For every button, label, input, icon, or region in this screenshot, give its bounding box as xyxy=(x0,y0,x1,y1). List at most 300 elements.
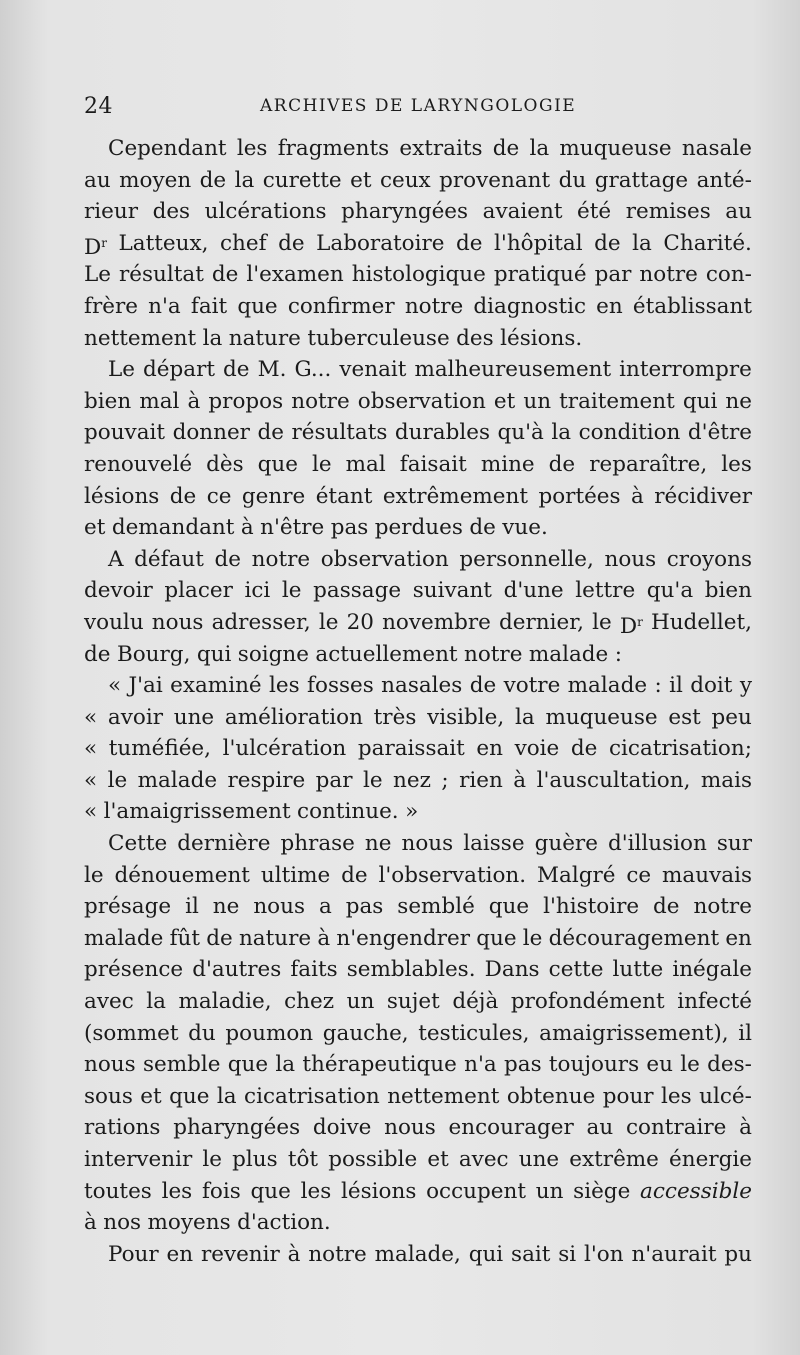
word: mais xyxy=(700,767,752,793)
word: actuellement xyxy=(315,641,458,667)
word: cicatrisation xyxy=(244,1083,380,1109)
word: la xyxy=(234,167,255,193)
word: occupent xyxy=(426,1178,526,1204)
text-line xyxy=(84,481,752,513)
word: doive xyxy=(312,1115,372,1141)
word: d'autres xyxy=(192,957,282,983)
word: lésions xyxy=(341,1178,417,1204)
word: les xyxy=(300,1178,332,1204)
word: ce xyxy=(206,483,232,509)
word: moyen xyxy=(119,167,192,193)
word: malade, xyxy=(374,1241,461,1267)
word: tôt xyxy=(287,1147,319,1172)
word: sujet xyxy=(386,989,440,1015)
word: n'engendrer xyxy=(336,925,471,951)
word: nasale xyxy=(681,136,752,161)
word: résultats xyxy=(291,420,388,446)
text-line xyxy=(84,891,752,923)
word: observation xyxy=(357,388,486,414)
text-line xyxy=(84,923,752,955)
word: nez xyxy=(393,767,431,793)
word: et xyxy=(493,388,516,414)
text-line xyxy=(84,133,752,165)
text-line xyxy=(84,1176,752,1208)
word: le xyxy=(522,925,543,951)
word: notre xyxy=(291,388,350,414)
word: de xyxy=(211,262,239,288)
word: la xyxy=(202,325,223,351)
word: suivant xyxy=(412,578,492,604)
word: genre xyxy=(241,483,306,509)
word: diagnostic xyxy=(473,293,587,319)
word: que xyxy=(476,925,517,951)
word: présence xyxy=(84,957,184,983)
word: G... xyxy=(294,357,332,383)
word: présage xyxy=(84,894,172,920)
word: infecté xyxy=(677,989,752,1015)
word: est xyxy=(668,704,701,730)
word: ne xyxy=(212,894,240,920)
word: observation xyxy=(320,546,449,572)
word: le xyxy=(202,1147,222,1172)
word: grattage xyxy=(594,167,689,193)
word: Charité. xyxy=(663,230,752,256)
word: de xyxy=(456,230,483,256)
word: n'a xyxy=(148,293,181,319)
word: voulu xyxy=(84,609,144,635)
word: histologique xyxy=(351,262,486,288)
word: ne xyxy=(364,831,392,857)
word: maladie, xyxy=(178,989,272,1015)
text-line xyxy=(84,417,752,449)
word: il xyxy=(738,1020,752,1046)
word: ulcérations xyxy=(204,199,327,225)
word: en xyxy=(725,925,752,951)
word: $D^r$ xyxy=(84,234,107,260)
word: départ xyxy=(143,357,216,383)
word: nettement xyxy=(387,1083,500,1109)
word: notre xyxy=(464,641,523,667)
word: en xyxy=(166,1241,194,1267)
text-line xyxy=(84,639,752,671)
word: dénouement xyxy=(114,862,250,888)
word: (sommet xyxy=(84,1020,179,1046)
word: fois xyxy=(201,1178,241,1204)
word: portées xyxy=(538,483,621,509)
word: adresser, xyxy=(211,609,311,635)
word: mal xyxy=(345,451,386,477)
word: récidiver xyxy=(654,483,752,509)
word: croyons xyxy=(666,546,752,572)
word: malade xyxy=(528,641,609,667)
word: ce xyxy=(626,862,652,888)
word: nous xyxy=(84,1052,136,1078)
word: doit xyxy=(690,673,733,699)
word: Laboratoire xyxy=(316,230,445,256)
word: fût xyxy=(169,925,201,951)
text-line xyxy=(84,1018,752,1050)
word: que xyxy=(169,1083,210,1109)
word: traitement xyxy=(559,388,675,414)
word: lettre xyxy=(575,578,636,604)
word: le xyxy=(592,609,612,635)
word: la xyxy=(632,230,652,256)
word: que xyxy=(227,1052,269,1078)
text-line xyxy=(84,765,752,797)
word: continue. xyxy=(297,799,399,825)
word: semblé xyxy=(397,894,475,920)
word: Bourg, xyxy=(116,641,191,667)
word: n'aurait xyxy=(631,1241,717,1267)
word: ceux xyxy=(379,167,431,193)
text-line xyxy=(84,860,752,892)
word: du xyxy=(558,167,587,193)
word: il xyxy=(669,673,683,699)
word: accessible xyxy=(640,1178,752,1204)
word: Cependant xyxy=(108,136,227,161)
word: toutes xyxy=(84,1178,152,1204)
word: tuméfiée, xyxy=(108,736,211,762)
word: et xyxy=(140,1083,162,1109)
word: Malgré xyxy=(537,862,616,888)
word: inégale xyxy=(672,957,752,983)
word: qui xyxy=(196,641,232,667)
word: pharyngées xyxy=(341,199,469,225)
word: notre xyxy=(251,546,311,572)
word: établissant xyxy=(632,293,752,319)
word: la xyxy=(216,1083,237,1109)
word: chef xyxy=(219,230,267,256)
word: un xyxy=(523,388,552,414)
word: personnelle, xyxy=(459,546,594,572)
word: mal xyxy=(139,388,180,414)
word: la xyxy=(275,1052,296,1078)
word: « xyxy=(84,704,98,730)
word: malade xyxy=(84,925,164,951)
word: : xyxy=(654,673,662,699)
word: étant xyxy=(315,483,373,509)
word: ; xyxy=(441,767,449,793)
text-line xyxy=(84,259,752,291)
word: rieur xyxy=(84,199,139,225)
word: » xyxy=(405,799,419,825)
text-line xyxy=(84,733,752,765)
word: nous xyxy=(384,1115,436,1141)
word: la xyxy=(529,136,550,161)
word: pratiqué xyxy=(493,262,587,288)
text-line xyxy=(84,575,752,607)
word: Le xyxy=(84,262,112,288)
word: notre xyxy=(639,262,698,288)
word: fosses xyxy=(307,673,374,699)
word: contraire xyxy=(625,1115,727,1141)
word: perdues xyxy=(374,515,463,541)
word: que xyxy=(237,293,278,319)
text-line xyxy=(84,544,752,576)
word: Dans xyxy=(484,957,540,983)
word: siège xyxy=(573,1178,631,1204)
word: malheureusement xyxy=(414,357,612,383)
word: d'être xyxy=(687,420,752,446)
word: l'on xyxy=(584,1241,624,1267)
word: rien xyxy=(459,767,503,793)
word: profondément xyxy=(510,989,665,1015)
word: des xyxy=(456,325,494,351)
word: devoir xyxy=(84,578,153,604)
word: de xyxy=(594,230,621,256)
word: reparaître, xyxy=(589,451,708,477)
word: à xyxy=(317,925,331,951)
word: notre xyxy=(308,1241,367,1267)
word: 20 xyxy=(346,609,374,635)
body-text xyxy=(84,133,752,1270)
word: une xyxy=(518,1147,560,1172)
word: interrompre xyxy=(619,357,752,383)
word: A xyxy=(108,546,124,572)
word: d'action. xyxy=(237,1210,331,1236)
word: il xyxy=(185,894,199,920)
word: obtenue xyxy=(506,1083,596,1109)
word: pas xyxy=(345,894,384,920)
word: provenant xyxy=(439,167,551,193)
word: avec xyxy=(84,989,134,1015)
page-header xyxy=(84,90,746,124)
word: anté- xyxy=(696,167,752,193)
word: frère xyxy=(84,293,138,319)
text-line xyxy=(84,1239,752,1271)
word: si xyxy=(558,1241,577,1267)
word: par xyxy=(315,767,353,793)
word: J'ai xyxy=(128,673,163,699)
text-line xyxy=(84,165,752,197)
word: peu xyxy=(711,704,752,730)
word: le xyxy=(680,1052,700,1078)
word: sous xyxy=(84,1083,133,1109)
word: le xyxy=(84,862,104,888)
word: découragement xyxy=(548,925,720,951)
word: respire xyxy=(227,767,306,793)
word: semble xyxy=(142,1052,221,1078)
word: chez xyxy=(284,989,335,1015)
word: à xyxy=(84,1210,97,1236)
word: « xyxy=(84,767,98,793)
word: nous xyxy=(604,546,657,572)
word: guère xyxy=(534,831,598,857)
word: déjà xyxy=(452,989,499,1015)
text-line xyxy=(84,1112,752,1144)
word: à xyxy=(187,388,201,414)
word: de xyxy=(278,230,305,256)
word: placer xyxy=(164,578,233,604)
text-line xyxy=(84,828,752,860)
word: et xyxy=(350,167,372,193)
word: remises xyxy=(625,199,711,225)
word: à xyxy=(739,1115,752,1141)
text-line xyxy=(84,1049,752,1081)
word: sait xyxy=(511,1241,551,1267)
word: amélioration xyxy=(224,704,363,730)
word: les xyxy=(236,136,268,161)
word: revenir xyxy=(200,1241,280,1267)
word: extrême xyxy=(569,1147,659,1172)
word: pas xyxy=(330,515,369,541)
word: le xyxy=(281,578,302,604)
word: le xyxy=(318,609,339,635)
word: de xyxy=(469,515,496,541)
word: au xyxy=(84,167,111,193)
word: le xyxy=(107,767,128,793)
word: cette xyxy=(548,957,604,983)
word: : xyxy=(614,641,622,667)
word: $D^r$ xyxy=(619,613,643,639)
word: défaut xyxy=(134,546,204,572)
word: d'illusion xyxy=(607,831,707,857)
word: Hudellet, xyxy=(650,609,752,635)
word: de xyxy=(84,641,111,667)
word: Latteux, xyxy=(118,230,209,256)
text-line xyxy=(84,354,752,386)
word: lésions. xyxy=(500,325,583,351)
word: confirmer xyxy=(287,293,395,319)
word: le xyxy=(362,767,383,793)
word: phrase xyxy=(280,831,355,857)
word: tuberculeuse xyxy=(307,325,450,351)
word: avoir xyxy=(107,704,163,730)
word: lésions xyxy=(84,483,160,509)
word: Pour xyxy=(108,1241,159,1267)
word: y xyxy=(739,673,752,699)
word: fragments xyxy=(277,136,390,161)
word: à xyxy=(513,767,527,793)
word: l'observation. xyxy=(378,862,527,888)
word: malade xyxy=(567,673,648,699)
word: extrêmement xyxy=(382,483,529,509)
word: très xyxy=(373,704,417,730)
word: de xyxy=(199,167,227,193)
word: de xyxy=(570,736,598,762)
word: au xyxy=(586,1115,614,1141)
word: voie xyxy=(514,736,560,762)
word: faits xyxy=(290,957,338,983)
word: Le xyxy=(108,357,136,383)
word: de xyxy=(169,483,197,509)
word: encourager xyxy=(448,1115,574,1141)
word: donner xyxy=(172,420,250,446)
word: lutte xyxy=(612,957,664,983)
word: ulcé- xyxy=(699,1083,752,1109)
word: moyens xyxy=(147,1210,231,1236)
word: Cette xyxy=(108,831,168,857)
word: les xyxy=(721,451,752,477)
word: été xyxy=(577,199,612,225)
word: des xyxy=(152,199,191,225)
word: ultime xyxy=(260,862,331,888)
word: qu'a xyxy=(646,578,694,604)
word: qu'à xyxy=(497,420,544,446)
word: en xyxy=(476,736,503,762)
word: à xyxy=(287,1241,301,1267)
word: demandant xyxy=(111,515,235,541)
word: par xyxy=(594,262,632,288)
word: plus xyxy=(232,1147,278,1172)
text-line xyxy=(84,986,752,1018)
word: toujours xyxy=(548,1052,640,1078)
word: un xyxy=(535,1178,564,1204)
word: venait xyxy=(339,357,407,383)
word: pu xyxy=(724,1241,752,1267)
word: que xyxy=(257,451,299,477)
word: a xyxy=(318,894,332,920)
word: con- xyxy=(705,262,752,288)
word: curette xyxy=(262,167,342,193)
word: l'examen xyxy=(246,262,344,288)
word: novembre xyxy=(382,609,491,635)
word: la xyxy=(515,704,535,730)
word: que xyxy=(488,894,530,920)
word: des- xyxy=(707,1052,752,1078)
word: gauche, xyxy=(322,1020,409,1046)
word: faisait xyxy=(399,451,467,477)
word: de xyxy=(223,357,250,383)
word: rations xyxy=(84,1115,161,1141)
word: paraissait xyxy=(357,736,465,762)
word: thérapeutique xyxy=(302,1052,457,1078)
word: avaient xyxy=(482,199,563,225)
word: fait xyxy=(190,293,228,319)
word: votre xyxy=(503,673,561,699)
word: notre xyxy=(404,293,464,319)
word: l'ulcération xyxy=(222,736,347,762)
text-line xyxy=(84,512,752,544)
text-line xyxy=(84,670,752,702)
word: de xyxy=(341,862,368,888)
word: résultat xyxy=(119,262,204,288)
word: « xyxy=(84,799,98,825)
word: nous xyxy=(253,894,305,920)
word: bien xyxy=(84,388,132,414)
text-line xyxy=(84,291,752,323)
word: de xyxy=(653,894,680,920)
text-line xyxy=(84,386,752,418)
word: de xyxy=(469,673,497,699)
word: pour xyxy=(602,1083,654,1109)
word: n'a xyxy=(464,1052,497,1078)
word: qui xyxy=(682,388,718,414)
text-line xyxy=(84,607,752,639)
word: M. xyxy=(257,357,287,383)
word: à xyxy=(631,483,644,509)
word: en xyxy=(596,293,623,319)
word: d'une xyxy=(503,578,564,604)
word: de xyxy=(548,451,576,477)
text-line xyxy=(84,954,752,986)
word: avec xyxy=(458,1147,509,1172)
word: de xyxy=(214,546,242,572)
word: du xyxy=(188,1020,216,1046)
word: muqueuse xyxy=(559,136,672,161)
word: nous xyxy=(401,831,454,857)
word: énergie xyxy=(669,1147,752,1172)
word: eu xyxy=(646,1052,673,1078)
word: mauvais xyxy=(662,862,752,888)
text-line xyxy=(84,1081,752,1113)
word: l'hôpital xyxy=(494,230,583,256)
word: « xyxy=(108,673,122,699)
word: dernière xyxy=(177,831,271,857)
word: condition xyxy=(578,420,681,446)
word: « xyxy=(84,736,98,762)
text-line xyxy=(84,196,752,228)
